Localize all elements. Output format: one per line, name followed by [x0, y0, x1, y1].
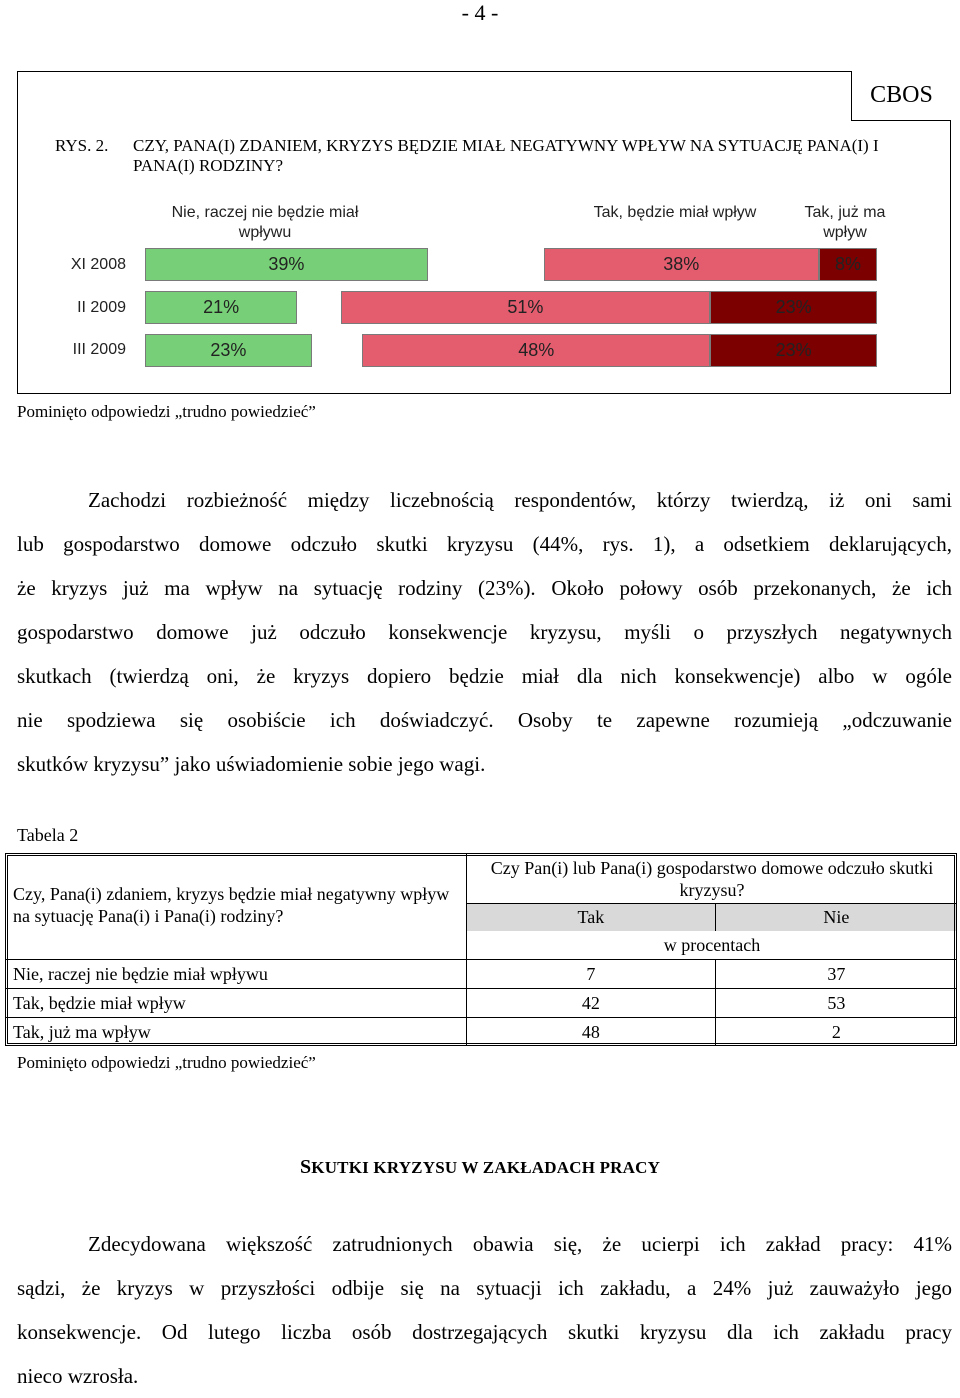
legend-header-already-impact: Tak, już ma wpływ — [804, 204, 886, 241]
paragraph-2-line: sądzi, że kryzys w przyszłości odbije się na sytuacji ich zakładu, a 24% już zauważyło jego — [17, 1276, 952, 1300]
table-cell-tak: 42 — [467, 989, 716, 1018]
table-row-header: Czy, Pana(i) zdaniem, kryzys będzie miał negatywny wpływ na sytuację Pana(i) i Pana(i) rodziny? — [5, 853, 467, 931]
row-label-iii-2009: III 2009 — [72, 341, 126, 358]
table-unit: w procentach — [467, 931, 958, 960]
paragraph-1-line: skutków kryzysu” jako uświadomienie sobie jego wagi. — [17, 752, 486, 776]
paragraph-1-line: nie spodziewa się osobiście ich doświadczyć. Osoby te zapewne rozumieją „odczuwanie — [17, 708, 952, 732]
bar-value-label: 23% — [210, 340, 247, 360]
table-cell-label: Tak, już ma wpływ — [5, 1018, 467, 1047]
table-cell-tak: 7 — [467, 960, 716, 989]
paragraph-2 — [17, 1222, 952, 1398]
table-cell-tak: 48 — [467, 1018, 716, 1047]
table-col-nie: Nie — [715, 904, 957, 932]
bar-value-label: 51% — [507, 297, 544, 317]
paragraph-1-line: Zachodzi rozbieżność między liczebnością respondentów, którzy twierdzą, iż oni sami — [88, 488, 952, 512]
legend-header-will-impact: Tak, będzie miał wpływ — [593, 204, 757, 221]
table-note: Pominięto odpowiedzi „trudno powiedzieć” — [17, 1053, 316, 1072]
bar-value-label: 8% — [834, 254, 861, 274]
paragraph-2-line: konsekwencje. Od lutego liczba osób dostrzegających skutki kryzysu dla ich zakładu pracy — [17, 1320, 952, 1344]
paragraph-2-line: nieco wzrosła. — [17, 1364, 139, 1388]
paragraph-1 — [17, 478, 952, 786]
paragraph-1-line: skutkach (twierdzą oni, że kryzys dopiero będzie miał dla nich konsekwencje) albo w ogóle — [17, 664, 952, 688]
section-title: SKUTKI KRYZYSU W ZAKŁADACH PRACY — [299, 1156, 661, 1178]
bar-value-label: 21% — [203, 297, 240, 317]
table-label: Tabela 2 — [17, 825, 79, 845]
figure-note: Pominięto odpowiedzi „trudno powiedzieć” — [17, 402, 316, 421]
bar-value-label: 48% — [518, 340, 555, 360]
paragraph-1-line: gospodarstwo domowe już odczuło konsekwencje kryzysu, myśli o przyszłych negatywnych — [17, 620, 952, 644]
table-2 — [5, 853, 957, 1046]
bar-value-label: 23% — [775, 340, 812, 360]
table-col-group: Czy Pan(i) lub Pana(i) gospodarstwo domowe odczuło skutki kryzysu? — [467, 853, 958, 904]
table-cell-nie: 53 — [715, 989, 957, 1018]
bar-value-label: 23% — [775, 297, 812, 317]
table-cell-label: Tak, będzie miał wpływ — [5, 989, 467, 1018]
legend-header-no-impact: Nie, raczej nie będzie miał wpływu — [171, 204, 359, 241]
cbos-brand: CBOS — [851, 71, 951, 121]
bar-value-label: 39% — [268, 254, 305, 274]
page-number: - 4 - — [461, 0, 499, 25]
paragraph-1-line: lub gospodarstwo domowe odczuło skutki kryzysu (44%, rys. 1), a odsetkiem deklarujących, — [17, 532, 952, 556]
table-cell-nie: 2 — [831, 1021, 841, 1042]
paragraph-1-line: że kryzys już ma wpływ na sytuację rodziny (23%). Około połowy osób przekonanych, że ich — [17, 576, 952, 600]
figure-label: RYS. 2. — [55, 136, 109, 155]
table-cell-nie: 37 — [715, 960, 957, 989]
table-col-tak: Tak — [467, 904, 716, 932]
row-label-ii-2009: II 2009 — [77, 299, 126, 316]
row-label-xi-2008: XI 2008 — [70, 256, 126, 273]
table-row — [5, 1018, 957, 1047]
table-row — [5, 989, 957, 1018]
table-row — [5, 960, 957, 989]
bar-value-label: 38% — [663, 254, 700, 274]
table-cell-label: Nie, raczej nie będzie miał wpływu — [5, 960, 467, 989]
paragraph-2-line: Zdecydowana większość zatrudnionych obawia się, że ucierpi ich zakład pracy: 41% — [88, 1232, 952, 1256]
figure-title: CZY, PANA(I) ZDANIEM, KRYZYS BĘDZIE MIAŁ NEGATYWNY WPŁYW NA SYTUACJĘ PANA(I) I PANA(I) RODZINY? — [133, 136, 879, 175]
